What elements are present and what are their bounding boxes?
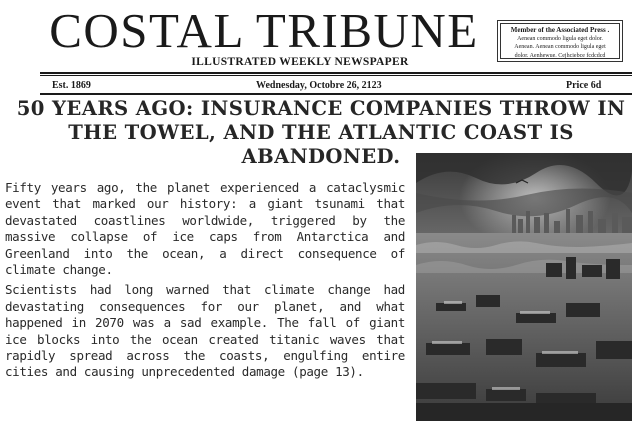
headline: 50 YEARS AGO: INSURANCE COMPANIES THROW IN THE TOWEL, AND THE ATLANTIC COAST IS ABANDONED. [16,97,626,168]
established-year: Est. 1869 [52,80,91,91]
ap-box-line: Aenean. Aenean commodo ligula eget [514,44,606,51]
article-paragraph: Fifty years ago, the planet experienced a cataclysmic event that marked our history: a giant tsunami that devastated coastlines worldwide, triggered by the massive collapse of ice caps from Antarctica and Greenland into the ocean, a direct consequence of climate change. [5,180,405,278]
header-rule-top-thin [40,75,632,76]
article-body [5,180,405,385]
issue-date: Wednesday, Octobre 26, 2123 [256,80,382,91]
flooded-city-photo [416,153,632,421]
associated-press-box [497,20,623,62]
article-paragraph: Scientists had long warned that climate change had devastating consequences for our planet, and what happened in 2070 was a sad example. The fall of giant ice blocks into the ocean created titanic waves that rapidly spread across the coasts, engulfing entire cities and causing unprecedented damage (page 13). [5,282,405,380]
ap-box-title: Member of the Associated Press . [510,26,610,34]
masthead-title: COSTAL TRIBUNE [49,3,479,58]
ap-box-line: Aenean commodo ligula eget dolor. [517,35,603,42]
associated-press-box-inner [500,23,620,59]
ap-box-line: dolor. Aenhewue. Cejhciebce fcdcdcd [514,52,606,59]
masthead-subtitle: ILLUSTRATED WEEKLY NEWSPAPER [191,56,409,68]
issue-price: Price 6d [566,80,602,91]
header-rule-bottom [40,93,632,95]
header-rule-top [40,72,632,74]
